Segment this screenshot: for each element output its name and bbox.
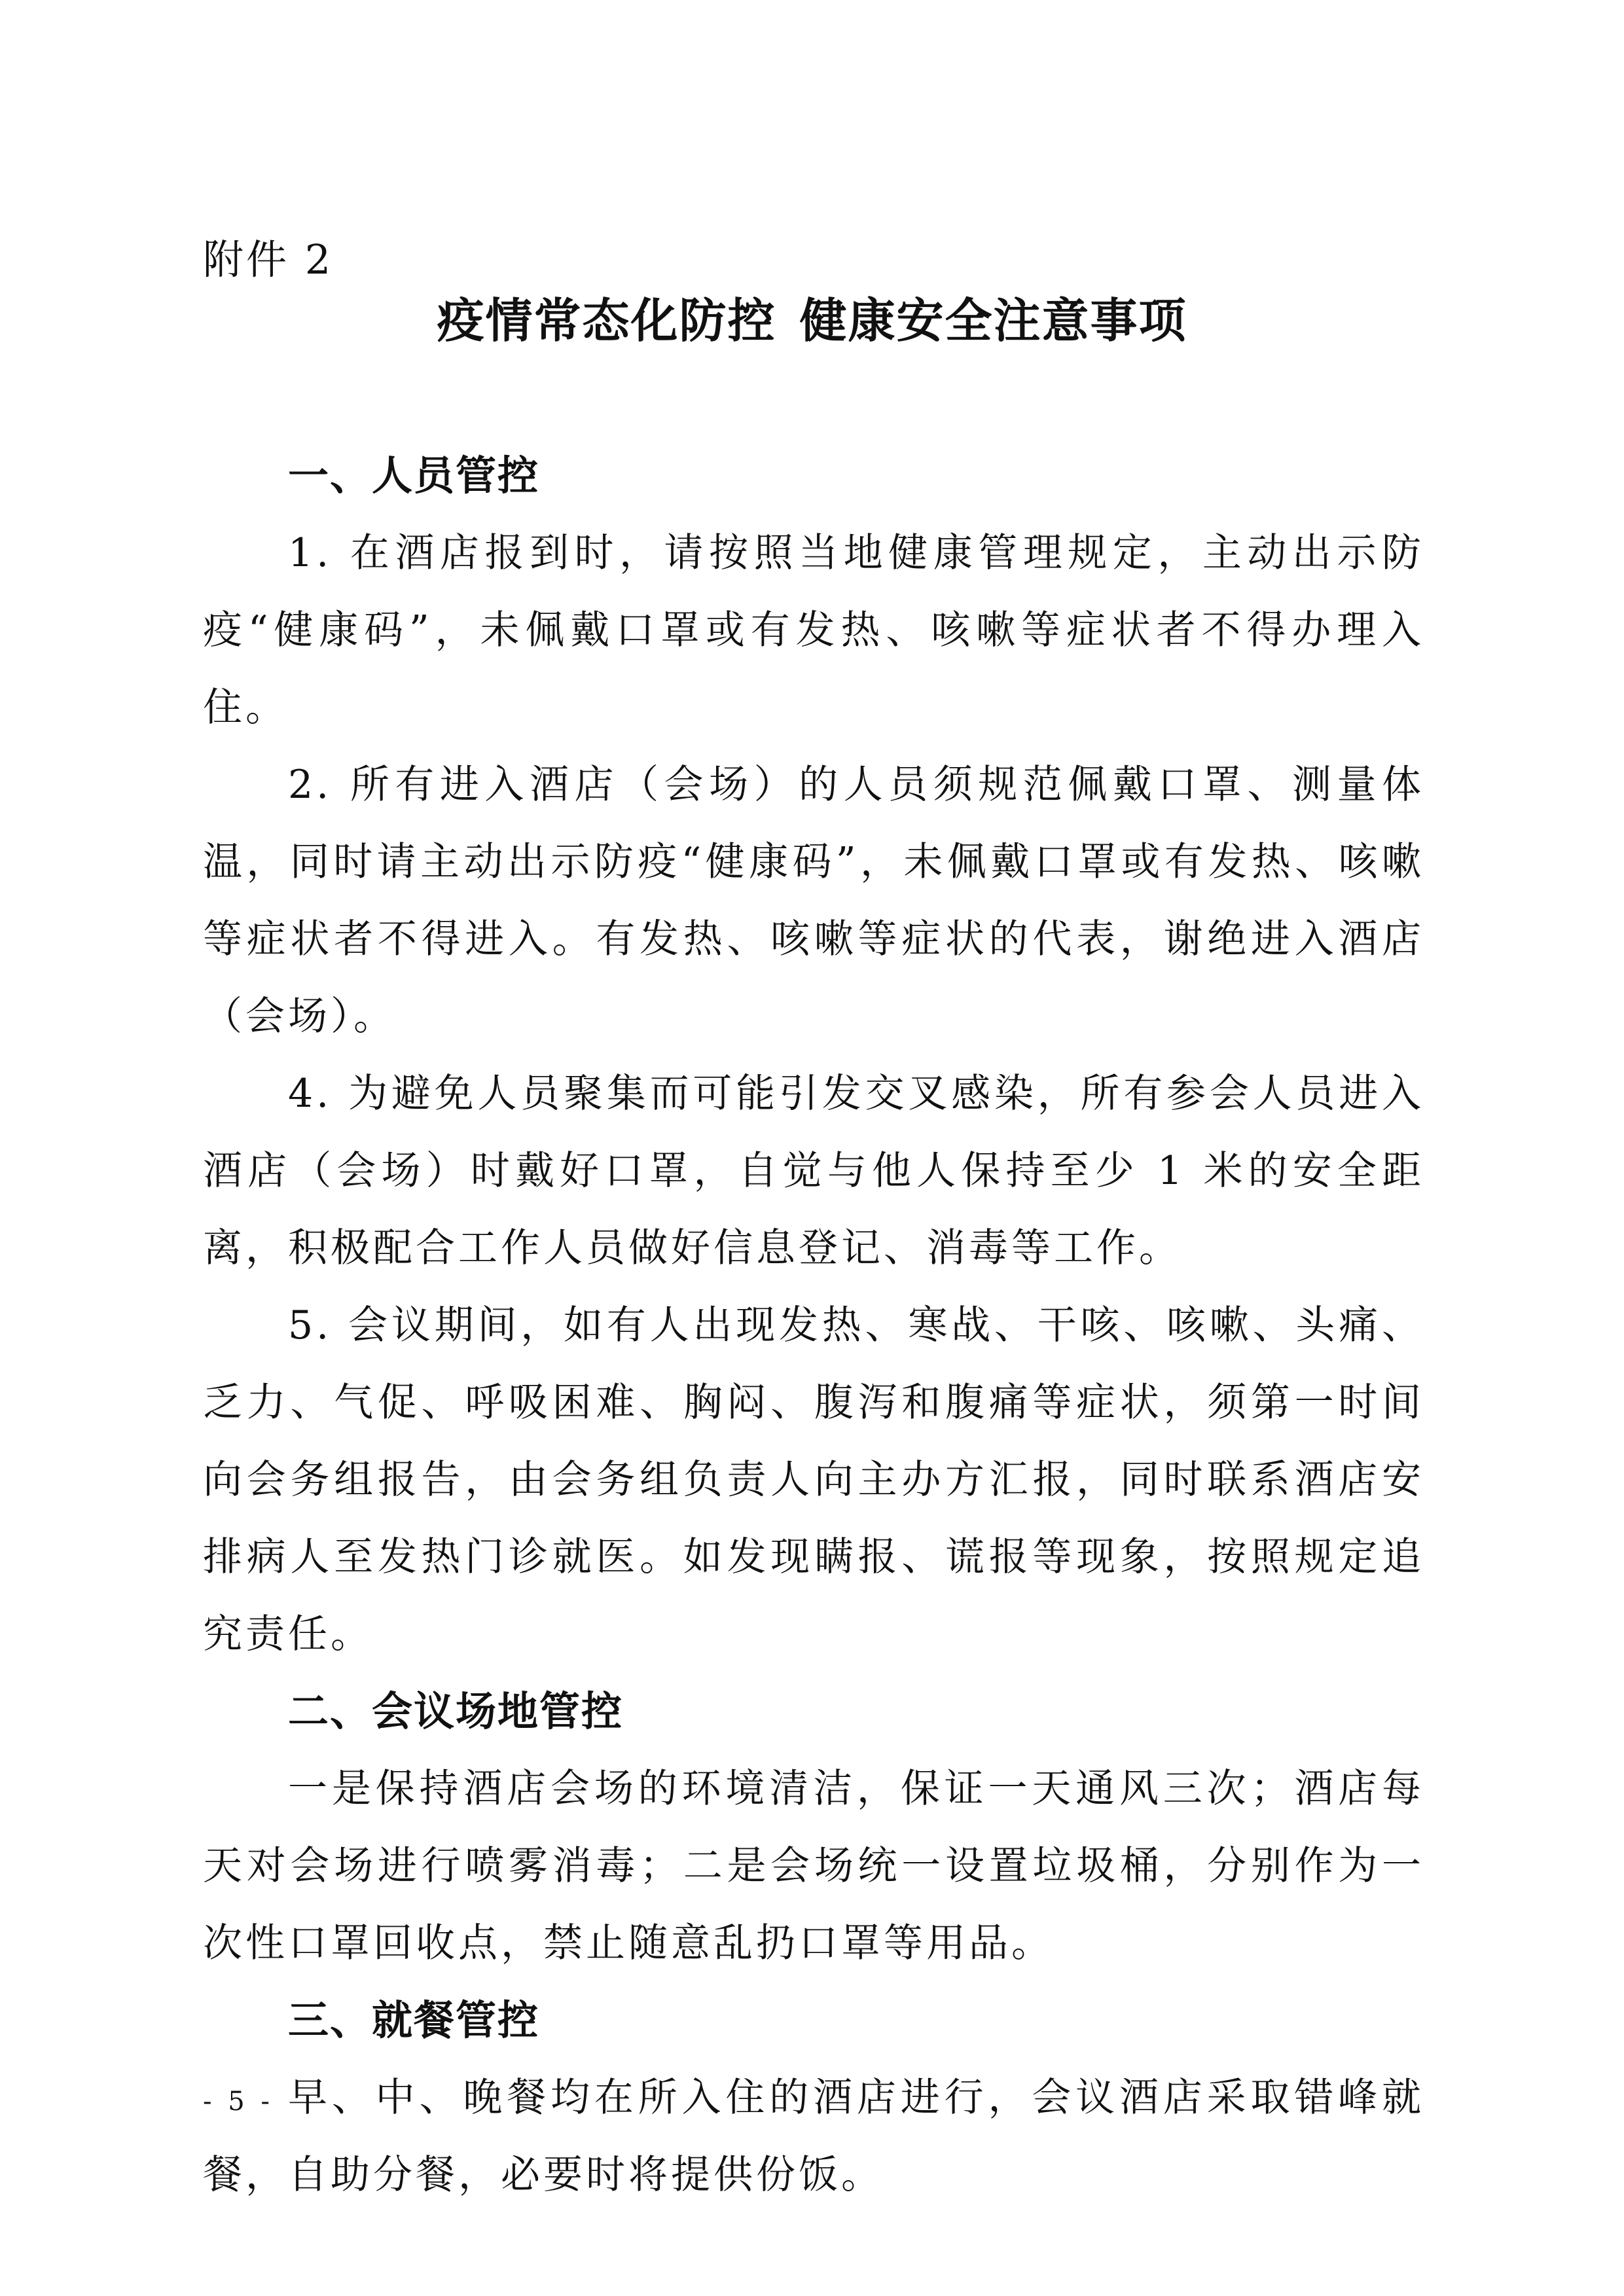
paragraph: 1. 在酒店报到时，请按照当地健康管理规定，主动出示防疫“健康码”，未佩戴口罩或有发热、咳嗽等症状者不得办理入住。 [203, 530, 1424, 730]
document-body [203, 437, 1424, 2214]
title-part-1: 疫情常态化防控 [437, 293, 776, 348]
title-part-2: 健康安全注意事项 [799, 293, 1187, 348]
section-heading-venue: 二、会议场地管控 [288, 1687, 624, 1735]
page-number: - 5 - [203, 2087, 274, 2117]
paragraph: 5. 会议期间，如有人出现发热、寒战、干咳、咳嗽、头痛、乏力、气促、呼吸困难、胸闷、腹泻和腹痛等症状，须第一时间向会务组报告，由会务组负责人向主办方汇报，同时联系酒店安排病人至发热门诊就医。如发现瞒报、谎报等现象，按照规定追究责任。 [203, 1302, 1424, 1657]
attachment-label: 附件 2 [203, 236, 334, 283]
section-heading-dining: 三、就餐管控 [288, 1996, 540, 2044]
paragraph: 一是保持酒店会场的环境清洁，保证一天通风三次；酒店每天对会场进行喷雾消毒；二是会场统一设置垃圾桶，分别作为一次性口罩回收点，禁止随意乱扔口罩等用品。 [203, 1766, 1424, 1966]
paragraph: 2. 所有进入酒店（会场）的人员须规范佩戴口罩、测量体温，同时请主动出示防疫“健康码”，未佩戴口罩或有发热、咳嗽等症状者不得进入。有发热、咳嗽等症状的代表，谢绝进入酒店（会场）。 [203, 762, 1424, 1039]
paragraph: 早、中、晚餐均在所入住的酒店进行，会议酒店采取错峰就餐，自助分餐，必要时将提供份饭。 [203, 2075, 1424, 2198]
paragraph: 4. 为避免人员聚集而可能引发交叉感染，所有参会人员进入酒店（会场）时戴好口罩，自觉与他人保持至少 1 米的安全距离，积极配合工作人员做好信息登记、消毒等工作。 [203, 1071, 1424, 1271]
document-title [0, 288, 1624, 353]
section-heading-personnel: 一、人员管控 [288, 452, 540, 499]
